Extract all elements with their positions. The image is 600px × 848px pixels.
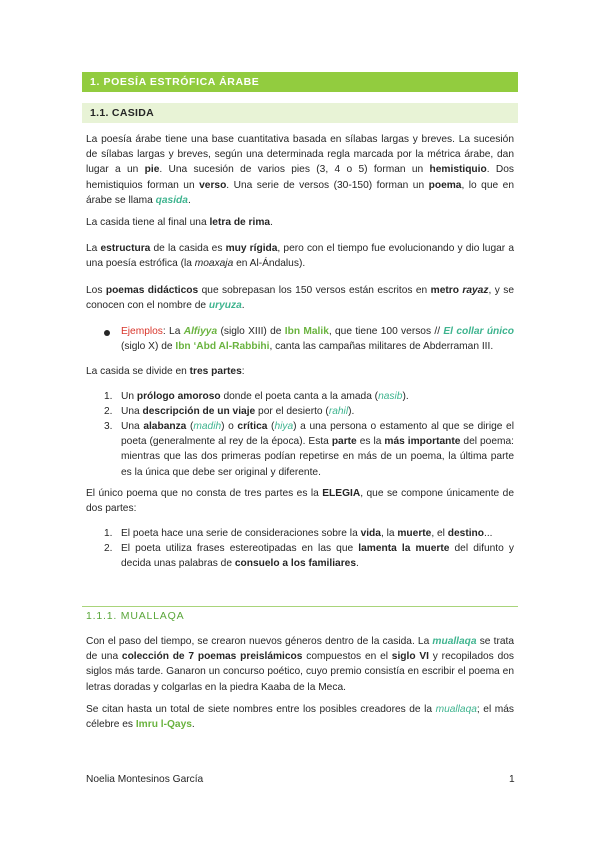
bullet-dot bbox=[104, 330, 110, 336]
text: del difunto y decida unas palabras de bbox=[121, 543, 514, 570]
term-el-collar-unico: El collar único bbox=[443, 326, 514, 337]
text: ). bbox=[402, 391, 409, 402]
term-descripcion-viaje: descripción de un viaje bbox=[142, 406, 256, 417]
term-imru-l-qays: Imru l-Qays bbox=[135, 719, 192, 731]
section-heading-1-1-1: 1.1.1. MUALLAQA bbox=[86, 610, 185, 622]
term-uryuza: uryuza bbox=[208, 300, 242, 312]
text: Una bbox=[121, 421, 144, 432]
text: , el bbox=[431, 528, 448, 539]
text: : La bbox=[162, 326, 184, 337]
footer-author: Noelia Montesinos García bbox=[86, 774, 204, 785]
term-madih: madih bbox=[193, 421, 222, 432]
paragraph-rima bbox=[86, 215, 514, 230]
term-poema: poema bbox=[428, 179, 462, 191]
text: ). bbox=[348, 406, 355, 417]
term-vida: vida bbox=[360, 528, 381, 539]
text: Se citan hasta un total de siete nombres entre los posibles creadores de la bbox=[86, 704, 436, 715]
term-muallaqa: muallaqa bbox=[432, 636, 477, 647]
text: ... bbox=[484, 528, 493, 539]
term-hiya: hiya bbox=[274, 421, 294, 432]
text: ) a una persona o estamento al que se dirige el poeta (generalmente al rey de la época). Esta bbox=[121, 421, 514, 448]
text: Una bbox=[121, 406, 143, 417]
text: , que se compone únicamente de dos partes: bbox=[86, 488, 514, 515]
term-ibn-abd-al-rabbihi: Ibn ‘Abd Al-Rabbihi bbox=[175, 341, 270, 353]
text: . Una sucesión de varios pies (3, 4 o 5) forman un bbox=[159, 164, 430, 176]
list-number: 1. bbox=[104, 528, 113, 539]
paragraph-tres-partes bbox=[86, 364, 514, 379]
text: , la bbox=[380, 528, 398, 539]
term-muy-rigida: muy rígida bbox=[225, 243, 278, 254]
text: . Dos hemistiquios forman un bbox=[86, 164, 514, 191]
term-pie: pie bbox=[144, 164, 160, 176]
term-coleccion-7-poemas: colección de 7 poemas preislámicos bbox=[121, 651, 303, 663]
text: donde el poeta canta a la amada ( bbox=[220, 391, 379, 402]
text: . bbox=[191, 719, 195, 731]
text: , lo que en árabe se llama bbox=[86, 179, 514, 206]
term-consuelo: consuelo a los familiares bbox=[234, 558, 357, 570]
text: es la bbox=[356, 436, 385, 448]
term-muallaqa: muallaqa bbox=[435, 704, 477, 715]
section-heading-1-1: 1.1. CASIDA bbox=[82, 103, 518, 123]
text: ( bbox=[267, 421, 275, 432]
text: . bbox=[356, 558, 359, 570]
text: , que tiene 100 versos // bbox=[328, 326, 444, 337]
text: : bbox=[241, 366, 245, 377]
text: El poeta hace una serie de consideraciones sobre la bbox=[121, 528, 361, 539]
term-alfiyya: Alfiyya bbox=[183, 326, 218, 337]
footer-page-number: 1 bbox=[509, 774, 515, 785]
paragraph-elegia bbox=[86, 486, 514, 516]
text: Con el paso del tiempo, se crearon nuevos géneros dentro de la casida. La bbox=[86, 636, 433, 647]
paragraph-estructura bbox=[86, 241, 514, 271]
section-divider bbox=[82, 606, 518, 607]
text: (siglo X) de bbox=[121, 341, 176, 353]
term-destino: destino bbox=[447, 528, 485, 539]
text: El poeta utiliza frases estereotipadas en las que bbox=[121, 543, 359, 554]
text: Un bbox=[121, 391, 137, 402]
text: (siglo XIII) de bbox=[217, 326, 285, 337]
list-item-viaje bbox=[121, 404, 514, 419]
paragraph-muallaqa bbox=[86, 634, 514, 695]
text: , canta las campañas militares de Abderraman III. bbox=[269, 341, 494, 353]
text: por el desierto ( bbox=[255, 406, 329, 417]
text: El único poema que no consta de tres partes es la bbox=[86, 488, 323, 499]
term-alabanza: alabanza bbox=[143, 421, 187, 432]
text: ) o bbox=[221, 421, 238, 432]
text: Los bbox=[86, 285, 106, 296]
list-item-alabanza bbox=[121, 419, 514, 480]
term-letra-de-rima: letra de rima bbox=[209, 217, 271, 228]
text: en Al-Ándalus). bbox=[233, 258, 306, 270]
text: La casida tiene al final una bbox=[86, 217, 210, 228]
term-qasida: qasida bbox=[155, 194, 188, 206]
section-heading-1: 1. POESÍA ESTRÓFICA ÁRABE bbox=[82, 72, 518, 92]
list-number: 3. bbox=[104, 421, 113, 432]
text: . bbox=[187, 194, 191, 206]
term-rahil: rahil bbox=[328, 406, 349, 417]
term-verso: verso bbox=[199, 179, 227, 191]
term-prologo-amoroso: prólogo amoroso bbox=[136, 391, 221, 402]
term-elegia: ELEGIA bbox=[322, 488, 361, 499]
list-number: 2. bbox=[104, 406, 113, 417]
text: se trata de una bbox=[86, 636, 515, 663]
text: ( bbox=[186, 421, 194, 432]
examples-label: Ejemplos bbox=[121, 326, 163, 337]
term-muerte: muerte bbox=[397, 528, 432, 539]
text: del poema: mientras que las dos primeras podían repetirse en más de un poema, la última parte es la única que debe ser original y diferente. bbox=[121, 436, 514, 478]
paragraph-creadores bbox=[86, 702, 514, 732]
term-hemistiquio: hemistiquio bbox=[429, 164, 487, 176]
text: de la casida es bbox=[150, 243, 226, 254]
term-critica: crítica bbox=[237, 421, 268, 432]
term-rayaz: rayaz bbox=[462, 285, 489, 296]
term-poemas-didacticos: poemas didácticos bbox=[105, 285, 199, 296]
paragraph-didacticos bbox=[86, 283, 514, 313]
bullet-examples bbox=[121, 324, 514, 354]
list-item-prologo bbox=[121, 389, 514, 404]
text: ; el más célebre es bbox=[86, 704, 514, 731]
paragraph-metrics bbox=[86, 132, 514, 208]
list-item-consideraciones bbox=[121, 526, 514, 541]
text: La casida se divide en bbox=[86, 366, 190, 377]
term-metro: metro bbox=[430, 285, 463, 296]
text: . Una serie de versos (30-150) forman un bbox=[226, 179, 429, 191]
term-estructura: estructura bbox=[100, 243, 151, 254]
text: . bbox=[241, 300, 245, 312]
term-siglo-vi: siglo VI bbox=[391, 651, 429, 663]
term-parte: parte bbox=[331, 436, 357, 448]
term-lamenta-la-muerte: lamenta la muerte bbox=[358, 543, 450, 554]
text: La bbox=[86, 243, 101, 254]
text: . bbox=[270, 217, 273, 228]
text: , y se conocen con el nombre de bbox=[86, 285, 514, 312]
list-item-lamenta bbox=[121, 541, 514, 571]
text: que sobrepasan los 150 versos están escritos en bbox=[198, 285, 431, 296]
list-number: 1. bbox=[104, 391, 113, 402]
text: y recopilados dos siglos más tarde. Ganaron un concurso poético, cuyo premio consistía en escribir el poema en letras doradas y colgarlas en la piedra Kaaba de la Meca. bbox=[86, 651, 514, 693]
term-ibn-malik: Ibn Malik bbox=[284, 326, 329, 337]
text: , pero con el tiempo fue evolucionando y dio lugar a una poesía estrófica (la bbox=[86, 243, 514, 270]
term-tres-partes: tres partes bbox=[189, 366, 242, 377]
text: La poesía árabe tiene una base cuantitativa basada en sílabas largas y breves. La sucesión de sílabas largas y breves, según una determinada regla marcada por la métrica árabe, dan lugar a un bbox=[86, 134, 514, 176]
term-nasib: nasib bbox=[378, 391, 403, 402]
list-number: 2. bbox=[104, 543, 113, 554]
text: compuestos en el bbox=[302, 651, 392, 663]
term-moaxaja: moaxaja bbox=[194, 258, 234, 270]
term-mas-importante: más importante bbox=[384, 436, 461, 448]
